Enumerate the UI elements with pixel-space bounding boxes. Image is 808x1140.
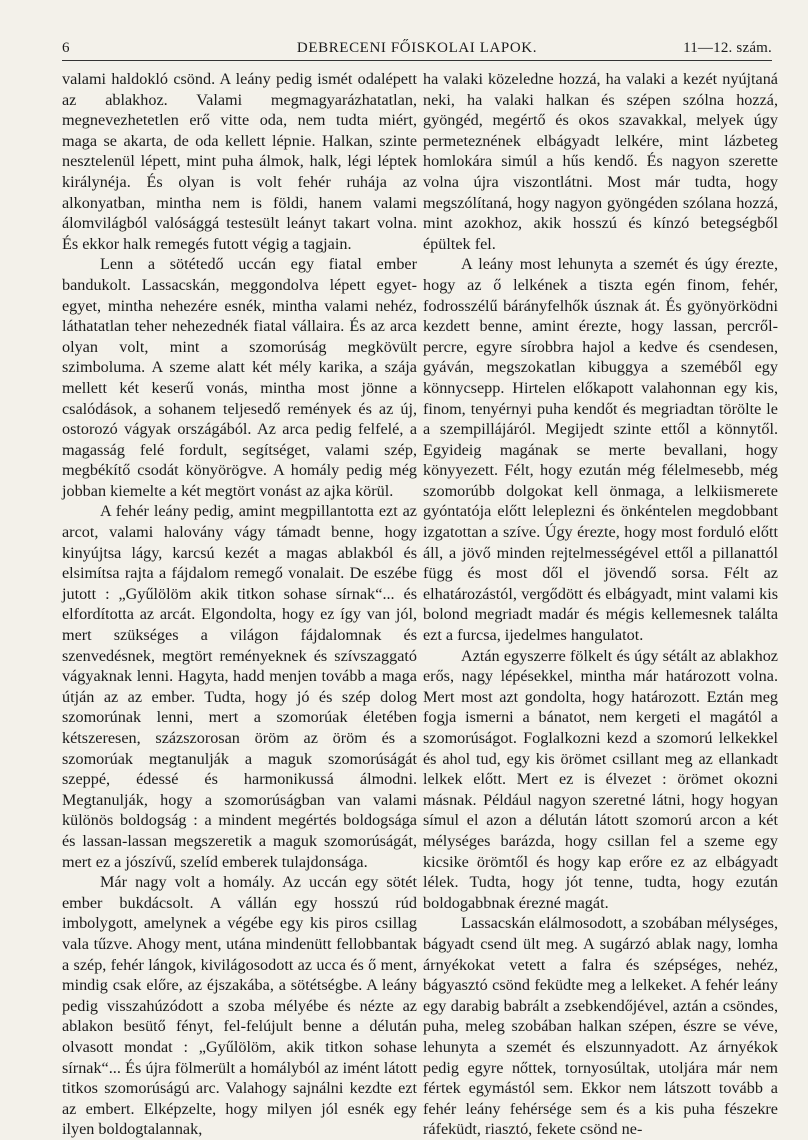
paragraph: Aztán egyszerre fölkelt és úgy sétált az ablakhoz erős, nagy lépésekkel, mintha már határozott volna. Mert most azt gondolta, hogy határozott. Eztán meg fogja ismerni a bánatot, nem kergeti el magától a szomorúságot. Foglalkozni kezd a szomorú lelkekkel és ahol tud, egy kis örömet csillant meg az ellankadt lelkek előtt. Mert ez is élvezet : örömet okozni másnak. Például nagyon szeretné látni, hogy hogyan símul el azon a délután látott szomorú arcon a két mélységes barázda, hogy csillan fel a szeme egy kicsike örömtől és hogy kap erőre ez az elbágyadt lélek. Tudta, hogy jót tenne, tudta, hogy ezután boldogabbnak érezné magát. bbox=[423, 646, 778, 912]
paragraph: A leány most lehunyta a szemét és úgy érezte, hogy az ő lelkének a tiszta egén finom, fehér, fodrosszélű bárányfelhők úsznak át. És gyönyörködni kezdett benne, amint érezte, hogy lassan, percről-percre, egyre sírobbra hajol a kedve és csendesen, gyáván, megszokatlan kibuggya a szeméből egy könnycsepp. Hirtelen előkapott valahonnan egy kis, finom, tenyérnyi puha kendőt és megriadtan törölte le a szempillájáról. Megijedt szinte ettől a könnytől. Egyideig magának se merte bevallani, hogy könyyezett. Félt, hogy ezután még félelmesebb, még szomorúbb dolgokat kell önmaga, a lelkiismerete gyóntatója előtt leleplezni és önkéntelen megdobbant izgatottan a szíve. Úgy érezte, hogy most forduló előtt áll, a jövő minden rejtelmességével ettől a pillanattól függ és most dől el jövendő sorsa. Félt az elhatározástól, vergődött és elbágyadt, mint valami kis bolond megriadt madár és mégis kellemesnek találta ezt a furcsa, ijedelmes hangulatot. bbox=[423, 255, 778, 645]
paragraph: Lenn a sötétedő uccán egy fiatal ember bandukolt. Lassacskán, meggondolva lépett egyet-egyet, mintha nehezére esnék, mintha valami nehéz, láthatatlan teher nehezednék fiatal vállaira. És az arca olyan volt, mint a szomorúság megkövült szimboluma. A szeme alatt két mély karika, a szája mellett két keserű vonás, mintha most jönne a csalódások, a sohanem teljesedő remények és az új, ostorozó vágyak országából. Az arca pedig felfelé, a magasság felé fordult, segítséget, valami szép, megbékítő csodát könyörögve. A homály pedig még jobban kiemelte a két megtört vonást az ajka körül. bbox=[62, 255, 417, 500]
page-number: 6 bbox=[62, 40, 70, 56]
paragraph: Lassacskán elálmosodott, a szobában mélységes, bágyadt csend ült meg. A sugárzó ablak nagy, lomha árnyékokat vetett a falra és szépséges, nehéz, bágyasztó csönd feküdte meg a lelkeket. A fehér leány egy darabig babrált a zsebkendőjével, aztán a csöndes, puha, meleg szobában halkan szépen, észre se véve, lehunyta a szemét és elszunnyadott. Az árnyékok pedig egyre nőttek, tornyosúltak, utoljára már nem fértek egymástól sem. Ekkor nem látszott tovább a fehér leány fehérsége sem és a kis puha fészekre ráfeküdt, riasztó, fekete csönd ne- bbox=[423, 914, 778, 1139]
right-column bbox=[423, 69, 778, 1140]
paragraph: ha valaki közeledne hozzá, ha valaki a kezét nyújtaná neki, ha valaki halkan és szépen szólna hozzá, gyöngéd, megértő és okos szavakkal, melyek úgy permeteznének elbágyadt lelkére, mint lázbeteg homlokára simúl a hűs kendő. És nagyon szerette volna újra viszontlátni. Most már tudta, hogy megszólítaná, hogy nagyon gyöngéden szólana hozzá, mint azokhoz, akik hosszú és kínzó betegségből épültek fel. bbox=[423, 70, 778, 253]
journal-title: DEBRECENI FŐISKOLAI LAPOK. bbox=[296, 40, 538, 56]
issue-number: 11—12. szám. bbox=[683, 40, 772, 56]
paragraph: valami haldokló csönd. A leány pedig ismét odalépett az ablakhoz. Valami megmagyarázhatatlan, megnevezhetetlen erő vitte oda, nem tudta miért, maga se akarta, de oda kellett lépnie. Halkan, szinte nesztelenül lépett, mint puha álmok, halk, légi léptek királynéja. És olyan is volt fehér ruhája az alkonyatban, mintha nem is földi, hanem valami álomvilágból valósággá testesült leányt takart volna. És ekkor halk remegés futott végig a tagjain. bbox=[62, 70, 417, 253]
left-column bbox=[62, 69, 417, 1140]
paragraph: Már nagy volt a homály. Az uccán egy sötét ember bukdácsolt. A vállán egy hosszú rúd imbolygott, amelynek a végébe egy kis piros csillag vala tűzve. Ahogy ment, utána mindenütt fellobbantak a szép, fehér lángok, kivilágosodott az ucca és ő ment, mindig csak előre, az éjszakába, a sötétségbe. A leány pedig visszahúzódott a szoba mélyébe és nézte az ablakon besütő fényt, fel-felújult benne a délután olvasott mondat : „Gyűlölöm, akik titkon sohase sírnak“... És újra fölmerült a homályból az imént látott titkos szomorúságú arc. Valahogy sajnálni kezdte ezt az embert. Elképzelte, hogy milyen jól esnék egy ilyen boldogtalannak, bbox=[62, 873, 417, 1139]
running-header bbox=[62, 38, 772, 61]
paragraph: A fehér leány pedig, amint megpillantotta ezt az arcot, valami halovány vágy támadt benne, hogy kinyújtsa lágy, karcsú kezét a magas ablakból és elsimítsa rajta a fájdalom remegő vonalait. De eszébe jutott : „Gyűlölöm akik titkon sohase sírnak“... és elfordította az arcát. Elgondolta, hogy ez így van jól, mert szükséges a világon fájdalomnak és szenvedésnek, megtört reményeknek és szívszaggató vágyaknak lenni. Hagyta, hadd menjen tovább a maga útján az az ember. Tudta, hogy jó és szép dolog szomorúnak lenni, mert a szomorúak életében kétszeresen, százszorosan öröm az öröm és a szomorúak megtanulják a maguk szomorúságát szeppé, édessé és harmonikussá álmodni. Megtanulják, hogy a szomorúságban van valami különös boldogság : a mindent megértés boldogsága és lassan-lassan megszeretik a maguk szomorúságát, mert ez a jószívű, szelíd emberek tulajdonsága. bbox=[62, 502, 417, 871]
